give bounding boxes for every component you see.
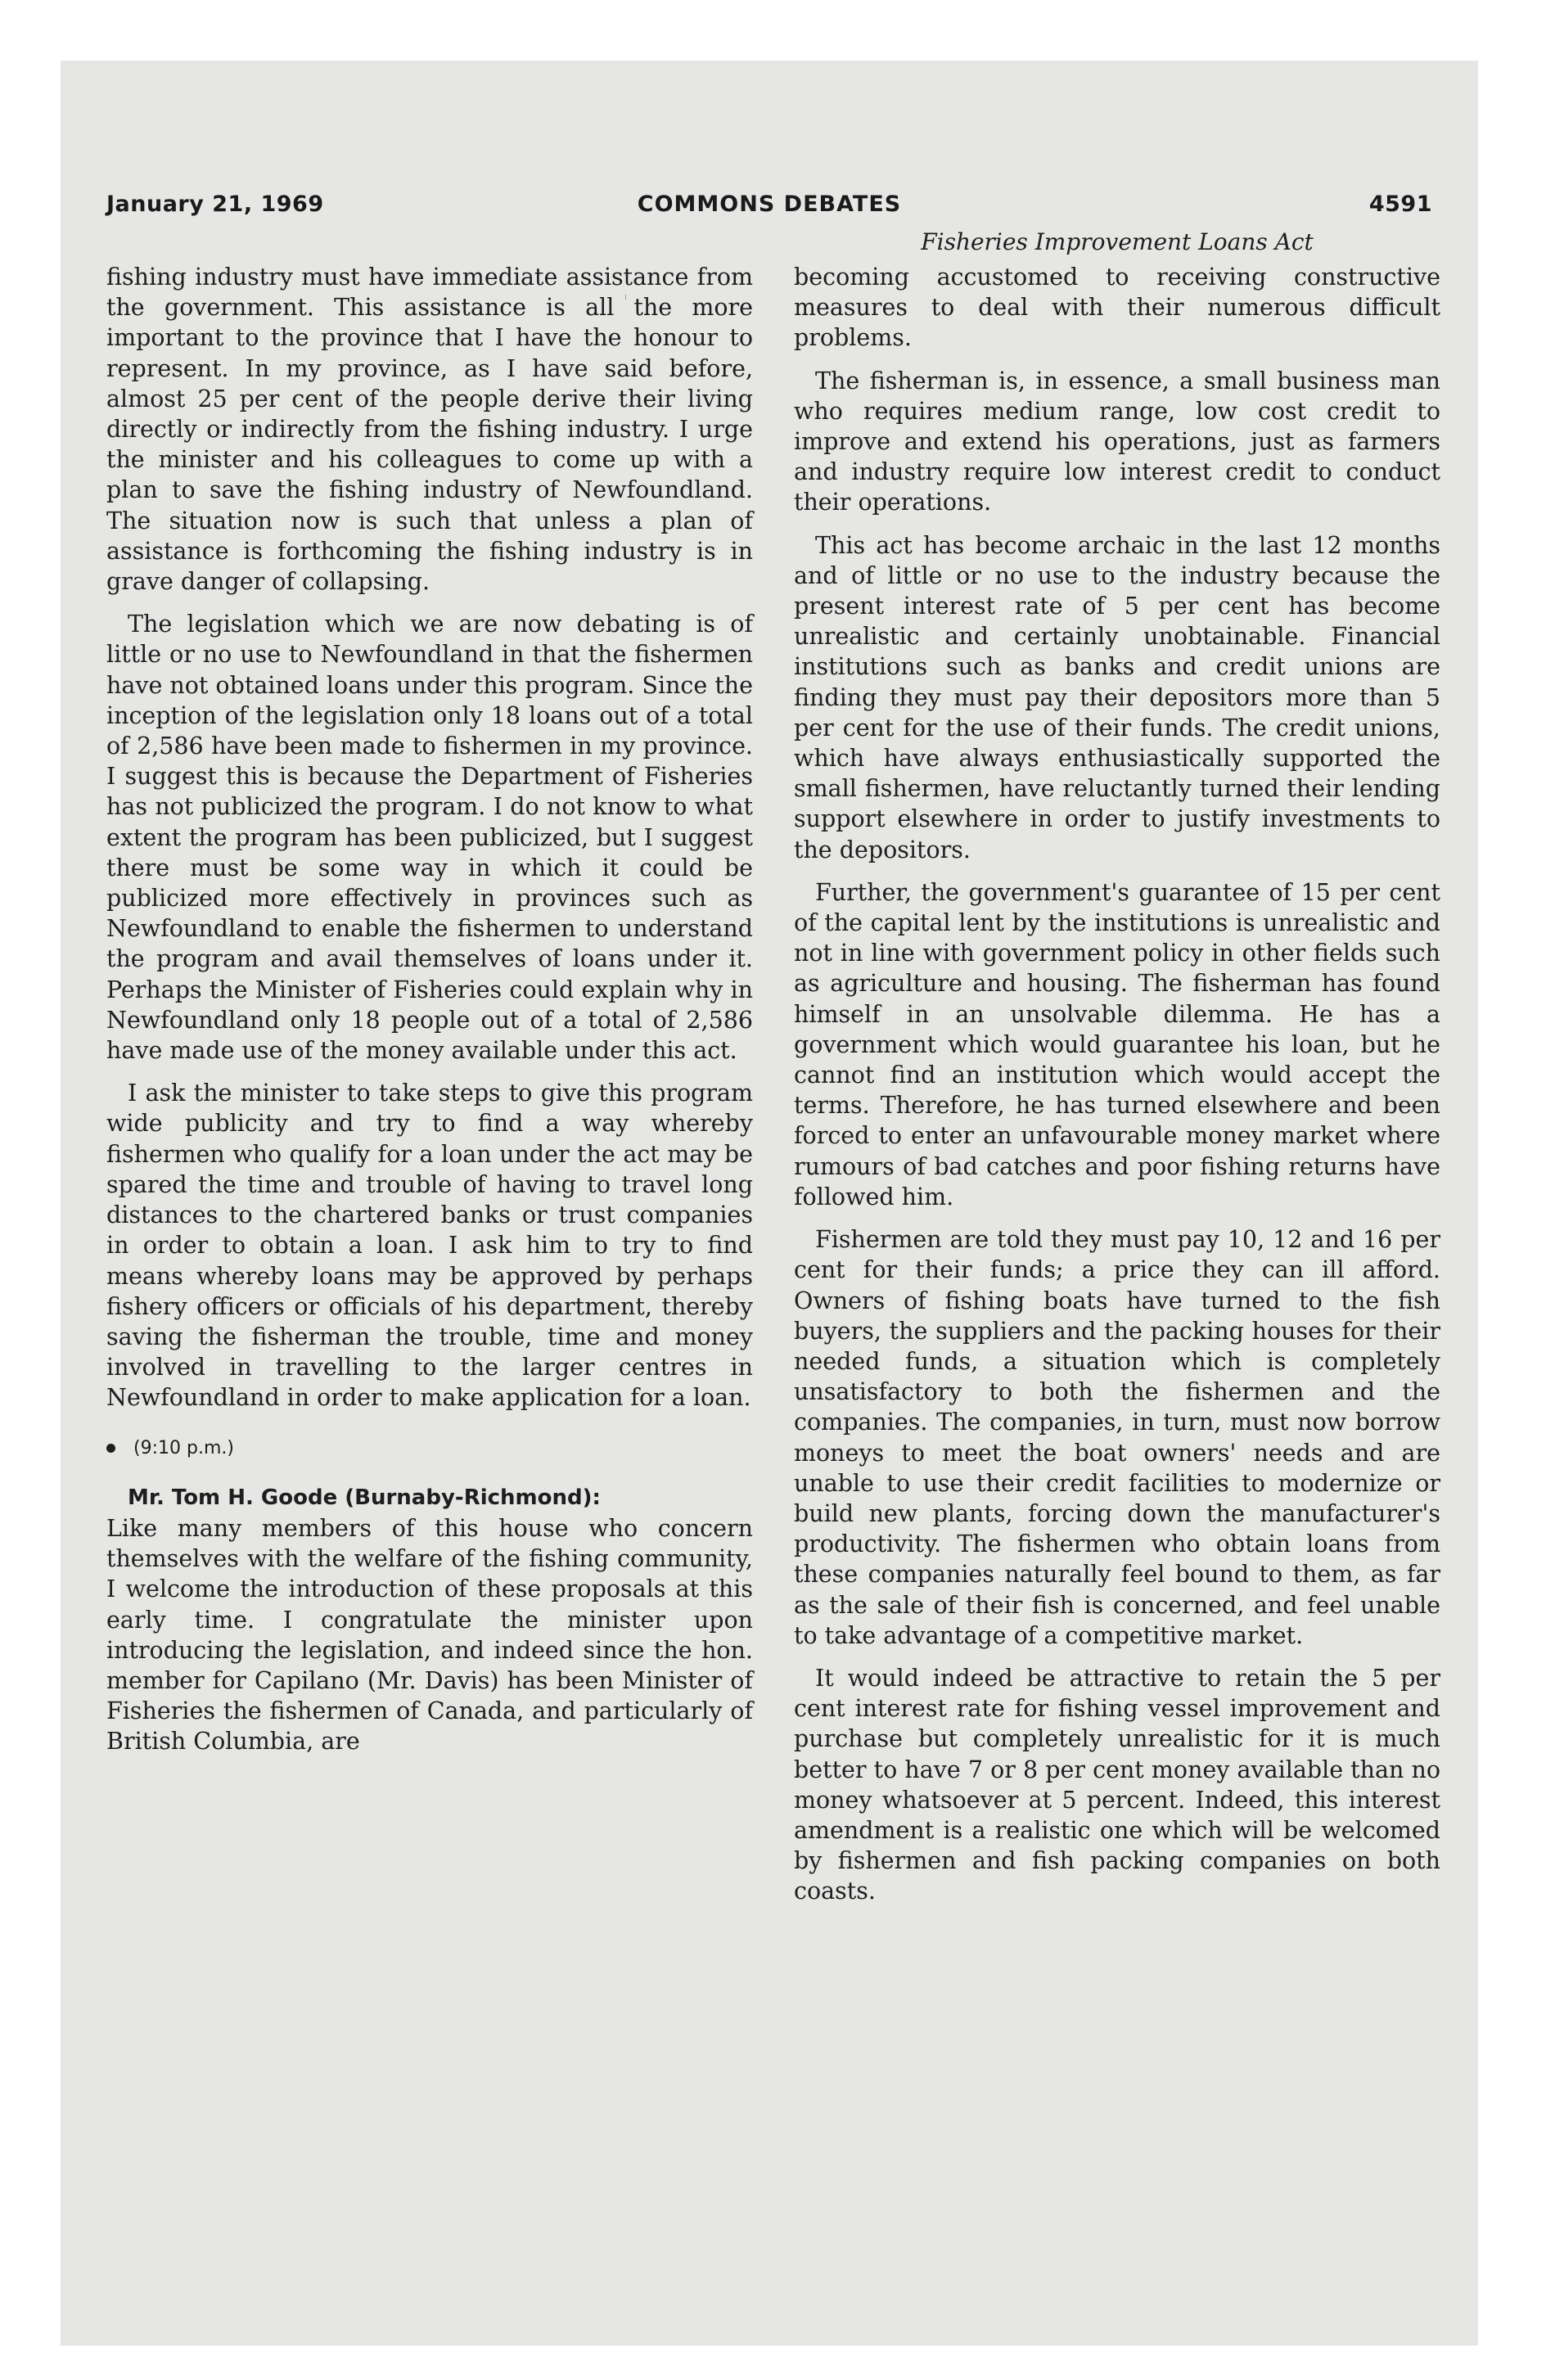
paragraph: I ask the minister to take steps to give this program wide publicity and try to find a way whereby fishermen who qualify for a loan under the act may be spared the time and trouble of having to travel long distances to the chartered banks or trust companies in order to obtain a loan. I ask him to try to find means whereby loans may be approved by perhaps fishery officers or officials of his department, thereby saving the fisherman the trouble, time and money involved in travelling to the larger centres in Newfoundland in order to make application for a loan.: [106, 1080, 753, 1412]
section-subheading: Fisheries Improvement Loans Act: [921, 228, 1314, 255]
paragraph: Fishermen are told they must pay 10, 12 and 16 per cent for their funds; a price they can ill afford. Owners of fishing boats have turned to the fish buyers, the suppliers and the packing houses for their needed funds, a situation which is completely unsatisfactory to both the fishermen and the companies. The companies, in turn, must now borrow moneys to meet the boat owners' needs and are unable to use their credit facilities to modernize or build new plants, forcing down the manufacturer's productivity. The fishermen who obtain loans from these companies naturally feel bound to them, as far as the sale of their fish is concerned, and feel unable to take advantage of a competitive market.: [794, 1226, 1440, 1649]
paragraph: The legislation which we are now debating is of little or no use to Newfoundland in that the fishermen have not obtained loans under this program. Since the inception of the legislation only 18 loans out of a total of 2,586 have been made to fishermen in my province. I suggest this is because the Department of Fisheries has not publicized the program. I do not know to what extent the program has been publicized, but I suggest there must be some way in which it could be publicized more effectively in provinces such as Newfoundland to enable the fishermen to understand the program and avail themselves of loans under it. Perhaps the Minister of Fisheries could explain why in Newfoundland only 18 people out of a total of 2,586 have made use of the money available under this act.: [106, 611, 753, 1065]
paragraph: fishing industry must have immediate assistance from the government. This assistance is all the more important to the province that I have the honour to represent. In my province, as I have said before, almost 25 per cent of the people derive their living directly or indirectly from the fishing industry. I urge the minister and his colleagues to come up with a plan to save the fishing industry of Newfoundland. The situation now is such that unless a plan of assistance is forthcoming the fishing industry is in grave danger of collapsing.: [106, 264, 753, 596]
paragraph: Further, the government's guarantee of 15 per cent of the capital lent by the institutions is unrealistic and not in line with government policy in other fields such as agriculture and housing. The fisherman has found himself in an unsolvable dilemma. He has a government which would guarantee his loan, but he cannot find an institution which would accept the terms. Therefore, he has turned elsewhere and been forced to enter an unfavourable money market where rumours of bad catches and poor fishing returns have followed him.: [794, 878, 1440, 1210]
page-number: 4591: [1368, 192, 1432, 217]
header-date: January 21, 1969: [106, 192, 324, 217]
paragraph: becoming accustomed to receiving constructive measures to deal with their numerous difficult problems.: [794, 264, 1440, 352]
paragraph: The fisherman is, in essence, a small business man who requires medium range, low cost credit to improve and extend his operations, just as farmers and industry require low interest credit to conduct their operations.: [794, 367, 1440, 516]
time-marker-text: (9:10 p.m.): [133, 1437, 234, 1458]
paragraph: This act has become archaic in the last 12 months and of little or no use to the industry because the present interest rate of 5 per cent has become unrealistic and certainly unobtainable. Financial institutions such as banks and credit unions are finding they must pay their depositors more than 5 per cent for the use of their funds. The credit unions, which have always enthusiastically supported the small fishermen, have reluctantly turned their lending support elsewhere in order to justify investments to the depositors.: [794, 531, 1440, 863]
header-title: COMMONS DEBATES: [637, 192, 902, 217]
left-column: [106, 262, 753, 1769]
speaker-name: Mr. Tom H. Goode (Burnaby-Richmond):: [128, 1485, 601, 1510]
paragraph: It would indeed be attractive to retain the 5 per cent interest rate for fishing vessel improvement and purchase but completely unrealistic for it is much better to have 7 or 8 per cent money available than no money whatsoever at 5 percent. Indeed, this interest amendment is a realistic one which will be welcomed by fishermen and fish packing companies on both coasts.: [794, 1664, 1440, 1905]
speaker-paragraph: [106, 1481, 753, 1513]
right-column: [794, 262, 1440, 1919]
page-scan: [61, 61, 1478, 2346]
paragraph: Like many members of this house who concern themselves with the welfare of the fishing community, I welcome the introduction of these proposals at this early time. I congratulate the minister upon introducing the legislation, and indeed since the hon. member for Capilano (Mr. Davis) has been Minister of Fisheries the fishermen of Canada, and particularly of British Columbia, are: [106, 1514, 753, 1756]
time-marker: [106, 1433, 753, 1463]
running-header: [106, 192, 1432, 228]
bullet-icon: [106, 1444, 115, 1453]
